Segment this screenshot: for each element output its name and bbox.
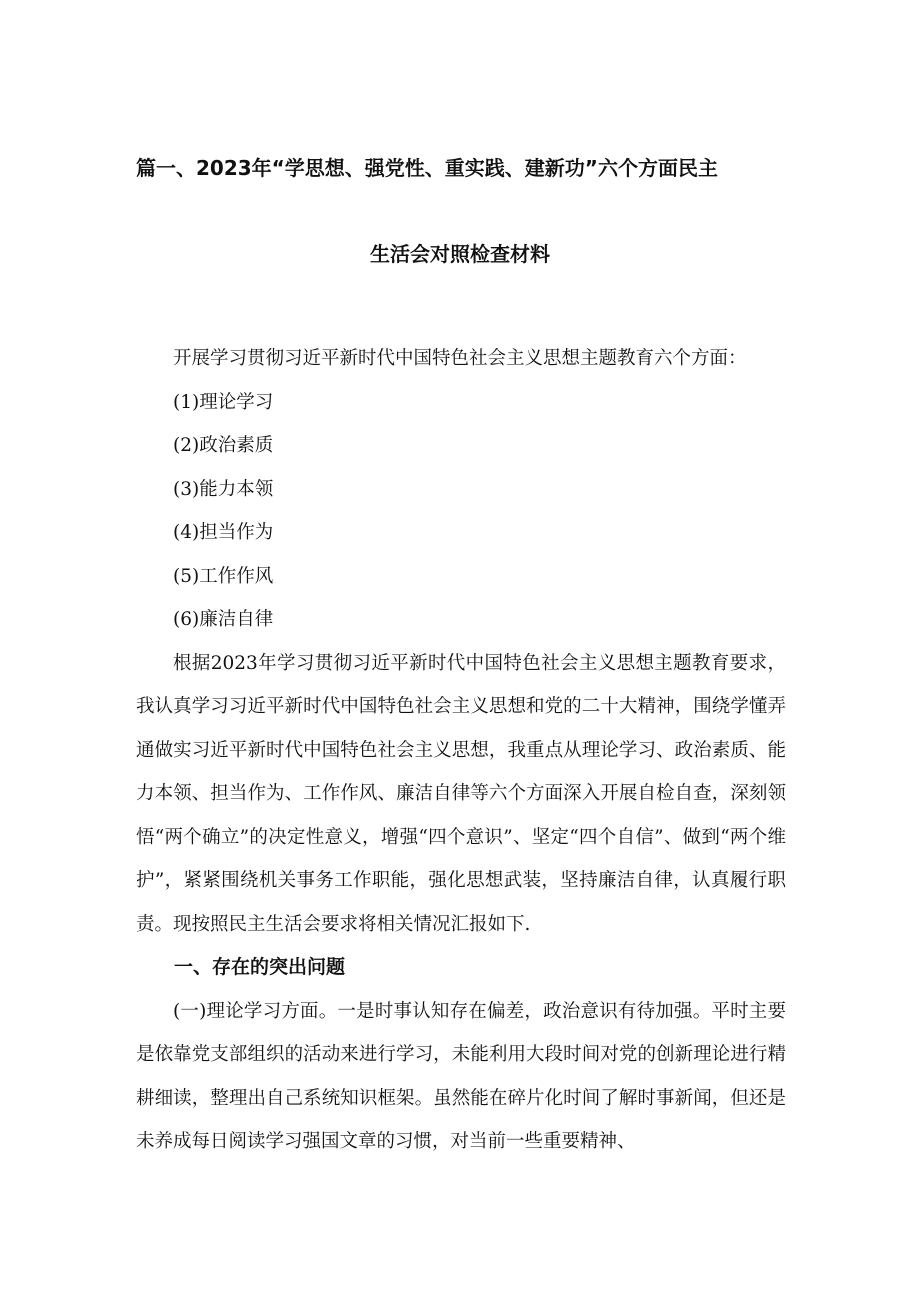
- body-paragraph: 根据2023年学习贯彻习近平新时代中国特色社会主义思想主题教育要求，我认真学习习近平新时代中国特色社会主义思想和党的二十大精神，围绕学懂弄通做实习近平新时代中国特色社会主义思想，我重点从理论学习、政治素质、能力本领、担当作为、工作作风、廉洁自律等六个方面深入开展自检自查，深刻领悟“两个确立”的决定性意义，增强“四个意识”、坚定“四个自信”、做到“两个维护”，紧紧围绕机关事务工作职能，强化思想武装，坚持廉洁自律，认真履行职责。现按照民主生活会要求将相关情况汇报如下.: [136, 652, 786, 935]
- document-title-line-1: 篇一、2023年“学思想、强党性、重实践、建新功”六个方面民主: [136, 156, 718, 180]
- list-item: (6)廉洁自律: [173, 609, 274, 630]
- body-paragraph: (一)理论学习方面。一是时事认知存在偏差，政治意识有待加强。平时主要是依靠党支部组织的活动来进行学习，未能利用大段时间对党的创新理论进行精耕细读，整理出自己系统知识框架。虽然能在碎片化时间了解时事新闻，但还是未养成每日阅读学习强国文章的习惯，对当前一些重要精神、: [136, 1000, 786, 1152]
- document-body: [136, 337, 786, 1164]
- list-item: (5)工作作风: [173, 565, 274, 587]
- section-heading: 一、存在的突出问题: [174, 956, 346, 978]
- list-item: (1)理论学习: [173, 391, 274, 413]
- list-item: (4)担当作为: [173, 522, 274, 543]
- intro-paragraph: 开展学习贯彻习近平新时代中国特色社会主义思想主题教育六个方面：: [173, 348, 747, 369]
- document-title-line-2: 生活会对照检查材料: [370, 242, 550, 266]
- list-item: (3)能力本领: [173, 478, 274, 500]
- list-item: (2)政治素质: [173, 435, 274, 456]
